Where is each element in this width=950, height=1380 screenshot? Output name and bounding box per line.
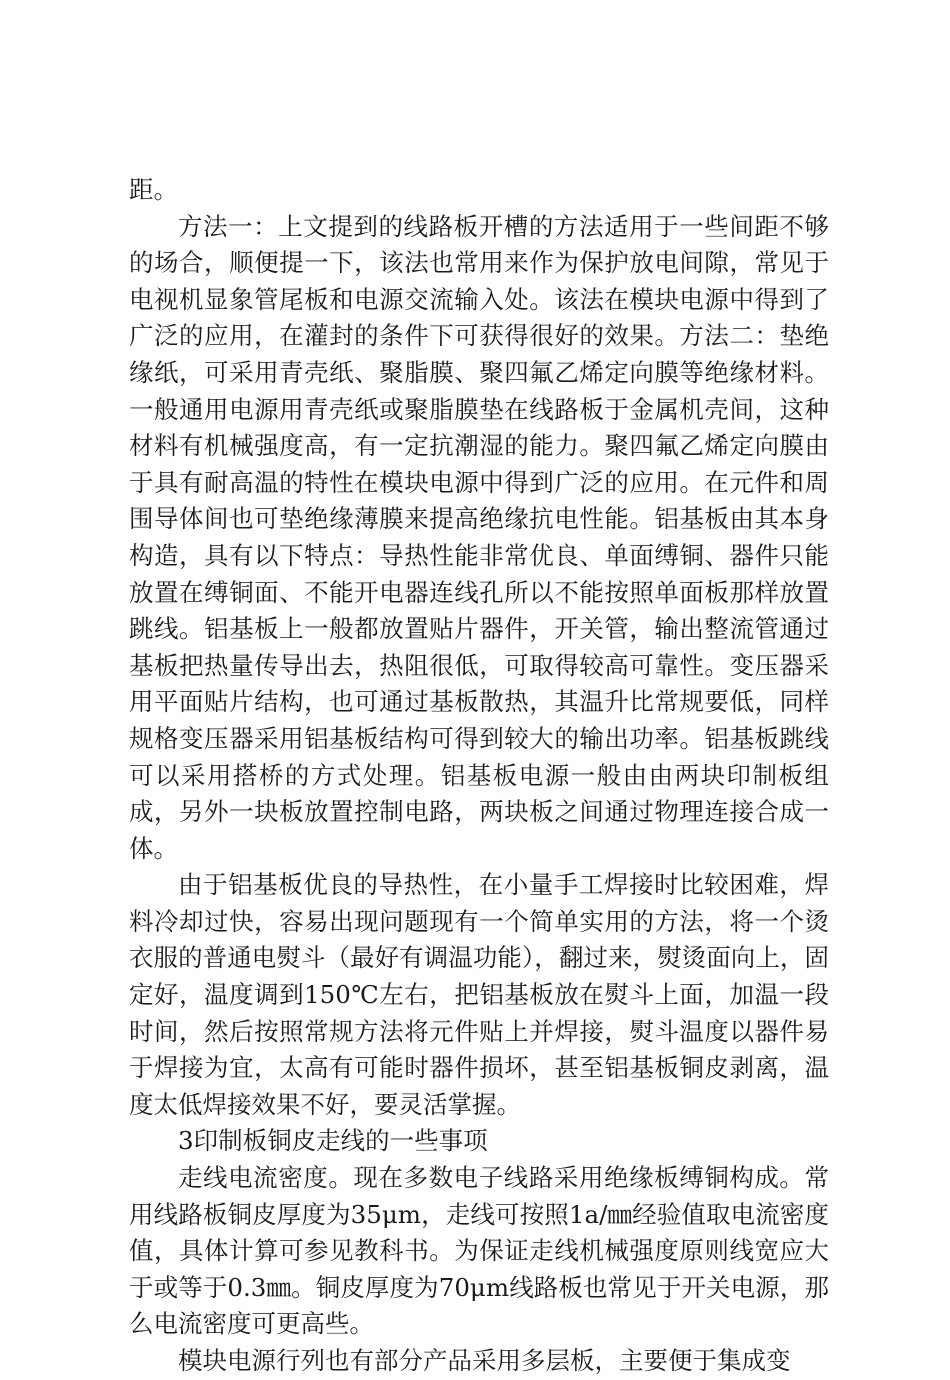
paragraph-aluminum-soldering: 由于铝基板优良的导热性，在小量手工焊接时比较困难，焊料冷却过快，容易出现问题现有一个简单实用的方法，将一个烫衣服的普通电熨斗（最好有调温功能），翻过来，熨烫面向上，固定好，温度调到150℃左右，把铝基板放在熨斗上面，加温一段时间，然后按照常规方法将元件贴上并焊接，熨斗温度以器件易于焊接为宜，太高有可能时器件损坏，甚至铝基板铜皮剥离，温度太低焊接效果不好，要灵活掌握。 [129, 870, 829, 1119]
paragraph-insulation-methods: 方法一：上文提到的线路板开槽的方法适用于一些间距不够的场合，顺便提一下，该法也常用来作为保护放电间隙，常见于电视机显象管尾板和电源交流输入处。该法在模块电源中得到了广泛的应用，在灌封的条件下可获得很好的效果。方法二：垫绝缘纸，可采用青壳纸、聚脂膜、聚四氟乙烯定向膜等绝缘材料。一般通用电源用青壳纸或聚脂膜垫在线路板于金属机壳间，这种材料有机械强度高，有一定抗潮湿的能力。聚四氟乙烯定向膜由于具有耐高温的特性在模块电源中得到广泛的应用。在元件和周围导体间也可垫绝缘薄膜来提高绝缘抗电性能。铝基板由其本身构造，具有以下特点：导热性能非常优良、单面缚铜、器件只能放置在缚铜面、不能开电器连线孔所以不能按照单面板那样放置跳线。铝基板上一般都放置贴片器件，开关管，输出整流管通过基板把热量传导出去，热阻很低，可取得较高可靠性。变压器采用平面贴片结构，也可通过基板散热，其温升比常规要低，同样规格变压器采用铝基板结构可得到较大的输出功率。铝基板跳线可以采用搭桥的方式处理。铝基板电源一般由由两块印制板组成，另外一块板放置控制电路，两块板之间通过物理连接合成一体。 [129, 211, 829, 863]
paragraph-current-density: 走线电流密度。现在多数电子线路采用绝缘板缚铜构成。常用线路板铜皮厚度为35μm，走线可按照1a/㎜经验值取电流密度值，具体计算可参见教科书。为保证走线机械强度原则线宽应大于或等于0.3㎜。铜皮厚度为70μm线路板也常见于开关电源，那么电流密度可更高些。 [129, 1163, 829, 1339]
section-heading: 3印制板铜皮走线的一些事项 [178, 1126, 488, 1156]
document-body [129, 172, 829, 1380]
paragraph-multilayer: 模块电源行列也有部分产品采用多层板，主要便于集成变 [178, 1346, 791, 1375]
paragraph-continuation: 距。 [129, 175, 178, 204]
